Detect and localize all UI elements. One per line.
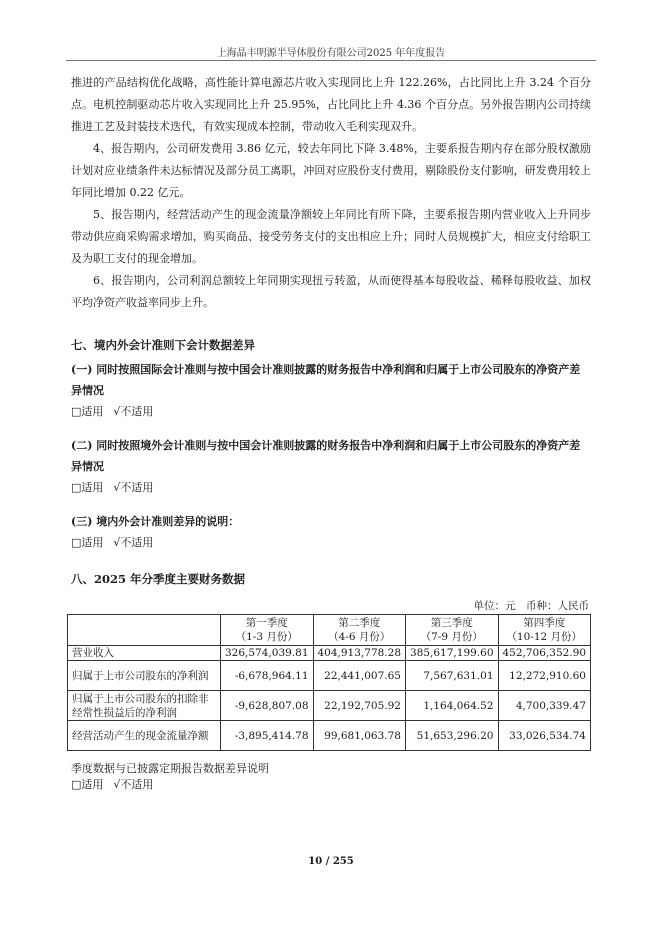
table-cell: 452,706,352.90 xyxy=(498,646,591,661)
page-header: 上海晶丰明源半导体股份有限公司2025 年年度报告 xyxy=(216,48,446,59)
table-cell: 12,272,910.60 xyxy=(498,661,591,691)
row-label: 营业收入 xyxy=(68,646,221,661)
applicable-checkbox: □适用 xyxy=(71,481,104,494)
paragraph-rd-expense: 4、报告期内，公司研发费用 3.86 亿元，较去年同比下降 3.48%，主要系报告期内存在部分股权激励计划对应业绩条件未达标情况及部分员工离职，冲回对应股份支付费用，剔除股份支付影响，研发费用较上年同比增加 0.22 亿元。 xyxy=(71,142,591,199)
table-cell: 22,441,007.65 xyxy=(313,661,406,691)
not-applicable-checkbox: √不适用 xyxy=(113,778,154,791)
not-applicable-checkbox: √不适用 xyxy=(113,481,154,494)
section7-sub1-title: (一) 同时按照国际会计准则与按中国会计准则披露的财务报告中净利润和归属于上市公司股东的净资产差异情况 xyxy=(71,363,581,397)
paragraph-profit: 6、报告期内，公司利润总额较上年同期实现扭亏转盈，从而使得基本每股收益、稀释每股收益、加权平均净资产收益率同步上升。 xyxy=(71,274,591,309)
section7-sub3-options xyxy=(71,532,591,554)
not-applicable-checkbox: √不适用 xyxy=(113,536,154,549)
table-header-row xyxy=(68,615,591,646)
table-row xyxy=(68,646,591,661)
section7-sub2-options xyxy=(71,477,591,499)
page-body xyxy=(71,72,591,793)
section7-title: 七、境内外会计准则下会计数据差异 xyxy=(71,338,255,352)
row-label: 经营活动产生的现金流量净额 xyxy=(68,721,221,751)
table-header-q3: 第三季度 （7-9 月份） xyxy=(406,615,499,646)
quarterly-diff-note: 季度数据与已披露定期报告数据差异说明 xyxy=(71,762,269,775)
unit-currency-note: 单位：元 币种：人民币 xyxy=(473,600,589,612)
header-divider xyxy=(66,60,596,61)
table-cell: 51,653,296.20 xyxy=(406,721,499,751)
table-header-q4: 第四季度 （10-12 月份） xyxy=(498,615,591,646)
table-cell: 1,164,064.52 xyxy=(406,691,499,721)
table-cell: 22,192,705.92 xyxy=(313,691,406,721)
table-header-blank xyxy=(68,615,221,646)
section7-sub2-title: (二) 同时按照境外会计准则与按中国会计准则披露的财务报告中净利润和归属于上市公司股东的净资产差异情况 xyxy=(71,439,581,473)
table-cell: 33,026,534.74 xyxy=(498,721,591,751)
applicable-checkbox: □适用 xyxy=(71,778,104,791)
not-applicable-checkbox: √不适用 xyxy=(113,405,154,418)
section7-sub3-title: (三) 境内外会计准则差异的说明： xyxy=(71,515,240,528)
paragraph-continued: 推进的产品结构优化战略，高性能计算电源芯片收入实现同比上升 122.26%，占比同比上升 3.24 个百分点。电机控制驱动芯片收入实现同比上升 25.95%，占比同比上升 4.36 个百分点。另外报告期内公司持续推进工艺及封装技术迭代，有效实现成本控制，带动收入毛利实现双升。 xyxy=(71,76,591,133)
table-cell: 326,574,039.81 xyxy=(221,646,314,661)
table-cell: -6,678,964.11 xyxy=(221,661,314,691)
quarterly-diff-options xyxy=(71,777,591,793)
paragraph-cash-flow: 5、报告期内，经营活动产生的现金流量净额较上年同比有所下降，主要系报告期内营业收入上升同步带动供应商采购需求增加，购买商品、接受劳务支付的支出相应上升；同时人员规模扩大，相应支付给职工及为职工支付的现金增加。 xyxy=(71,208,591,265)
section8-title: 八、2025 年分季度主要财务数据 xyxy=(71,572,246,586)
table-cell: 404,913,778.28 xyxy=(313,646,406,661)
row-label: 归属于上市公司股东的净利润 xyxy=(68,661,221,691)
table-header-q1: 第一季度 （1-3 月份） xyxy=(221,615,314,646)
table-header-q2: 第二季度 （4-6 月份） xyxy=(313,615,406,646)
table-cell: -9,628,807.08 xyxy=(221,691,314,721)
table-row xyxy=(68,661,591,691)
table-cell: 4,700,339.47 xyxy=(498,691,591,721)
table-row xyxy=(68,721,591,751)
page-number: 10 / 255 xyxy=(308,856,354,867)
section7-sub1-options xyxy=(71,401,591,423)
table-cell: 385,617,199.60 xyxy=(406,646,499,661)
table-row xyxy=(68,691,591,721)
row-label: 归属于上市公司股东的扣除非经常性损益后的净利润 xyxy=(68,691,221,721)
applicable-checkbox: □适用 xyxy=(71,536,104,549)
table-cell: 99,681,063.78 xyxy=(313,721,406,751)
quarterly-financial-table xyxy=(67,614,591,751)
applicable-checkbox: □适用 xyxy=(71,405,104,418)
table-cell: 7,567,631.01 xyxy=(406,661,499,691)
table-cell: -3,895,414.78 xyxy=(221,721,314,751)
